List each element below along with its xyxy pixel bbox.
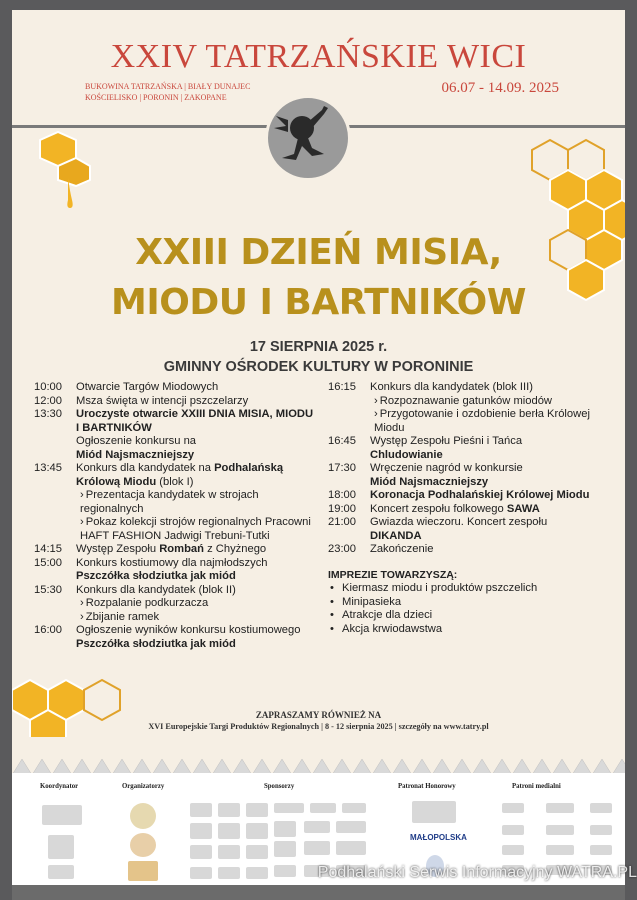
sponsor-logo-1 bbox=[190, 803, 212, 817]
schedule-right bbox=[328, 381, 618, 636]
schedule-desc bbox=[370, 381, 618, 395]
organizer-logo-2 bbox=[130, 833, 156, 857]
schedule-time: 13:30 bbox=[34, 408, 62, 420]
coordinator-logo-2 bbox=[48, 835, 74, 859]
schedule-text: Konkurs dla kandydatek (blok III) bbox=[370, 381, 533, 393]
schedule-text: (blok I) bbox=[156, 475, 194, 488]
schedule-row bbox=[34, 557, 316, 584]
schedule-text: Msza święta w intencji pszczelarzy bbox=[76, 394, 249, 407]
schedule-subitem: › Rozpoznawanie gatunków miodów bbox=[370, 395, 618, 409]
schedule-time bbox=[34, 597, 76, 611]
media-logo-2 bbox=[546, 803, 574, 813]
schedule-time: 15:30 bbox=[34, 583, 62, 596]
sponsor-logo-10 bbox=[274, 821, 296, 837]
schedule-row bbox=[34, 611, 316, 625]
schedule-bold-text: Podhalańską Królową Miodu bbox=[76, 462, 284, 488]
sponsors-label: Sponsorzy bbox=[264, 783, 295, 790]
patronage-label: Patronat Honorowy bbox=[398, 783, 456, 790]
schedule-desc bbox=[370, 435, 618, 462]
schedule-subitem: › Zbijanie ramek bbox=[76, 611, 316, 625]
sponsor-logo-5 bbox=[310, 803, 336, 813]
event-title: XXIII DZIEŃ MISIA, MIODU I BARTNIKÓW bbox=[111, 232, 526, 323]
sponsor-logo-4 bbox=[274, 803, 304, 813]
sponsor-logo-7 bbox=[190, 823, 212, 839]
coordinator-logo-3 bbox=[48, 865, 74, 879]
schedule-text: Koncert zespołu folkowego bbox=[370, 502, 507, 515]
schedule-time: 21:00 bbox=[328, 516, 356, 528]
schedule-text: Zakończenie bbox=[370, 543, 434, 555]
sponsor-logo-19 bbox=[190, 867, 212, 879]
schedule-time: 12:00 bbox=[34, 394, 62, 407]
malopolska-logo bbox=[408, 829, 467, 847]
schedule-row bbox=[34, 516, 316, 543]
media-logo-3 bbox=[590, 803, 612, 813]
schedule-desc bbox=[76, 462, 316, 489]
sponsor-logo-2 bbox=[218, 803, 240, 817]
media-logo-4 bbox=[502, 825, 524, 835]
schedule-text: Występ Zespołu Pieśni i Tańca bbox=[370, 435, 523, 447]
schedule-bold-text: Chludowianie bbox=[370, 448, 443, 461]
sponsor-logo-22 bbox=[274, 865, 296, 877]
schedule-row bbox=[34, 597, 316, 611]
extras-item: • Atrakcje dla dzieci bbox=[328, 609, 618, 623]
schedule-desc bbox=[76, 543, 316, 557]
extras-item: • Kiermasz miodu i produktów pszczelich bbox=[328, 582, 618, 596]
schedule-text: Konkurs dla kandydatek (blok II) bbox=[76, 583, 236, 596]
schedule-row bbox=[328, 462, 618, 489]
schedule-row bbox=[328, 543, 618, 557]
schedule-time bbox=[328, 395, 370, 409]
sponsor-logo-11 bbox=[304, 821, 330, 833]
media-logo-7 bbox=[502, 845, 524, 855]
schedule-bold-text: Miód Najsmaczniejszy bbox=[76, 448, 195, 461]
schedule-time: 18:00 bbox=[328, 489, 356, 501]
patronage-logo-1 bbox=[412, 801, 456, 823]
schedule-row bbox=[34, 395, 316, 409]
locations: BUKOWINA TATRZAŃSKA | BIAŁY DUNAJEC KOŚCIELISKO | PORONIN | ZAKOPANE bbox=[85, 82, 251, 102]
schedule-desc bbox=[76, 557, 316, 584]
media-logo-5 bbox=[546, 825, 574, 835]
media-logo-8 bbox=[546, 845, 574, 855]
schedule-text: z Chyżnego bbox=[203, 543, 267, 555]
schedule-desc bbox=[76, 516, 316, 543]
schedule-desc bbox=[76, 489, 316, 516]
emblem-logo bbox=[265, 95, 351, 181]
schedule-text: Konkurs dla kandydatek na bbox=[76, 462, 215, 474]
schedule-bold-text: Koronacja Podhalańskiej Królowej Miodu bbox=[370, 489, 590, 501]
sponsor-logo-21 bbox=[246, 867, 268, 879]
footer-bar bbox=[12, 885, 625, 900]
schedule-desc bbox=[76, 408, 316, 435]
schedule-text: Ogłoszenie wyników konkursu kostiumowego bbox=[76, 624, 301, 636]
schedule-row bbox=[328, 516, 618, 543]
extras-list bbox=[328, 582, 618, 636]
sponsor-logo-13 bbox=[190, 845, 212, 859]
schedule-desc bbox=[76, 395, 316, 409]
media-logo-9 bbox=[590, 845, 612, 855]
schedule-subitem: › Przygotowanie i ozdobienie berła Królowej Miodu bbox=[370, 408, 618, 435]
media-logo-6 bbox=[590, 825, 612, 835]
sponsor-logo-12 bbox=[336, 821, 366, 833]
schedule-time bbox=[34, 489, 76, 516]
schedule-row bbox=[34, 584, 316, 598]
extras-item: • Akcja krwiodawstwa bbox=[328, 623, 618, 637]
schedule-desc bbox=[76, 381, 316, 395]
schedule-time: 13:45 bbox=[34, 462, 62, 474]
schedule-row bbox=[34, 381, 316, 395]
festival-dates: 06.07 - 14.09. 2025 bbox=[441, 80, 559, 96]
schedule-row bbox=[34, 543, 316, 557]
sponsor-logo-8 bbox=[218, 823, 240, 839]
schedule-time: 10:00 bbox=[34, 381, 62, 393]
sponsor-logo-16 bbox=[274, 841, 296, 857]
invite-details: XVI Europejskie Targi Produktów Regionalnych | 8 - 12 sierpnia 2025 | szczegóły na www.tatry.pl bbox=[148, 722, 489, 731]
sponsor-logo-18 bbox=[336, 841, 366, 855]
schedule-row bbox=[328, 381, 618, 395]
schedule-bold-text: SAWA bbox=[506, 502, 540, 515]
schedule-text: Wręczenie nagród w konkursie bbox=[370, 462, 523, 474]
schedule-time: 14:15 bbox=[34, 543, 62, 555]
schedule-desc bbox=[370, 489, 618, 503]
schedule-subitem: › Prezentacja kandydatek w strojach regionalnych bbox=[76, 489, 316, 516]
schedule-desc bbox=[76, 435, 316, 462]
schedule-time bbox=[34, 435, 76, 462]
malopolska-text: MAŁOPOLSKA bbox=[410, 833, 467, 842]
schedule-time bbox=[34, 611, 76, 625]
schedule-desc bbox=[76, 624, 316, 651]
schedule-time: 16:15 bbox=[328, 381, 356, 393]
schedule-desc bbox=[76, 597, 316, 611]
schedule-desc bbox=[370, 543, 618, 557]
schedule-text: Konkurs kostiumowy dla najmłodszych bbox=[76, 556, 268, 569]
schedule-time bbox=[328, 408, 370, 435]
schedule-bold-text: Pszczółka słodziutka jak miód bbox=[76, 637, 236, 650]
schedule-row bbox=[328, 503, 618, 517]
invite-heading: ZAPRASZAMY RÓWNIEŻ NA bbox=[255, 710, 382, 720]
extras-item: • Minipasieka bbox=[328, 596, 618, 610]
extras-title: IMPREZIE TOWARZYSZĄ: bbox=[328, 568, 458, 581]
schedule-time: 17:30 bbox=[328, 462, 356, 474]
sponsor-logo-15 bbox=[246, 845, 268, 859]
schedule-time: 23:00 bbox=[328, 543, 356, 555]
schedule-time: 15:00 bbox=[34, 556, 62, 569]
schedule-row bbox=[328, 408, 618, 435]
schedule-desc bbox=[370, 462, 618, 489]
sponsor-logo-9 bbox=[246, 823, 268, 839]
schedule-time bbox=[34, 516, 76, 543]
schedule-text: Występ Zespołu bbox=[76, 543, 160, 555]
schedule-time: 16:45 bbox=[328, 435, 356, 447]
media-label: Patroni medialni bbox=[512, 783, 561, 790]
schedule-text: Otwarcie Targów Miodowych bbox=[76, 381, 219, 393]
schedule-row bbox=[34, 462, 316, 489]
schedule-row bbox=[328, 435, 618, 462]
schedule-subitem: › Pokaz kolekcji strojów regionalnych Pracowni HAFT FASHION Jadwigi Trebuni-Tutki bbox=[76, 516, 316, 543]
sponsor-logo-6 bbox=[342, 803, 366, 813]
schedule-desc bbox=[370, 503, 618, 517]
watermark: Podhalański Serwis Informacyjny WATRA.PL bbox=[317, 864, 637, 881]
media-logo-1 bbox=[502, 803, 524, 813]
poster bbox=[12, 10, 625, 900]
schedule-time: 16:00 bbox=[34, 624, 62, 636]
event-venue: GMINNY OŚRODEK KULTURY W PORONINIE bbox=[163, 359, 474, 375]
organizer-logo-3 bbox=[128, 861, 158, 881]
sponsor-logo-20 bbox=[218, 867, 240, 879]
schedule-left bbox=[34, 381, 316, 651]
schedule-desc bbox=[370, 408, 618, 435]
schedule-bold-text: Miód Najsmaczniejszy bbox=[370, 475, 489, 488]
schedule-bold-text: DIKANDA bbox=[370, 529, 422, 542]
event-date: 17 SIERPNIA 2025 r. bbox=[249, 339, 388, 355]
organizers-label: Organizatorzy bbox=[122, 783, 165, 790]
schedule-bold-text: Rombań bbox=[159, 543, 204, 555]
schedule-row bbox=[328, 395, 618, 409]
schedule-bold-text: Uroczyste otwarcie XXIII DNIA MISIA, MIODU I BARTNIKÓW bbox=[76, 408, 314, 434]
schedule-row bbox=[34, 408, 316, 435]
schedule-row bbox=[34, 435, 316, 462]
organizer-logo-1 bbox=[130, 803, 156, 829]
schedule-subitem: › Rozpalanie podkurzacza bbox=[76, 597, 316, 611]
schedule-row bbox=[34, 489, 316, 516]
schedule-desc bbox=[76, 611, 316, 625]
schedule-text: Gwiazda wieczoru. Koncert zespołu bbox=[370, 516, 548, 528]
festival-title: XXIV TATRZAŃSKIE WICI bbox=[110, 38, 527, 75]
honeycomb-left-icon bbox=[30, 130, 100, 210]
sponsor-logo-3 bbox=[246, 803, 268, 817]
schedule-desc bbox=[76, 584, 316, 598]
schedule-text: Ogłoszenie konkursu na bbox=[76, 435, 197, 447]
folk-pattern-divider bbox=[12, 737, 625, 775]
sponsor-logo-17 bbox=[304, 841, 330, 855]
running-figure-icon bbox=[268, 98, 348, 178]
schedule-bold-text: Pszczółka słodziutka jak miód bbox=[76, 570, 236, 582]
schedule-row bbox=[328, 489, 618, 503]
coordinator-label: Koordynator bbox=[40, 783, 79, 790]
coordinator-logo bbox=[42, 805, 82, 825]
schedule-time: 19:00 bbox=[328, 502, 356, 515]
schedule-desc bbox=[370, 516, 618, 543]
sponsor-logo-14 bbox=[218, 845, 240, 859]
schedule-desc bbox=[370, 395, 618, 409]
schedule-row bbox=[34, 624, 316, 651]
